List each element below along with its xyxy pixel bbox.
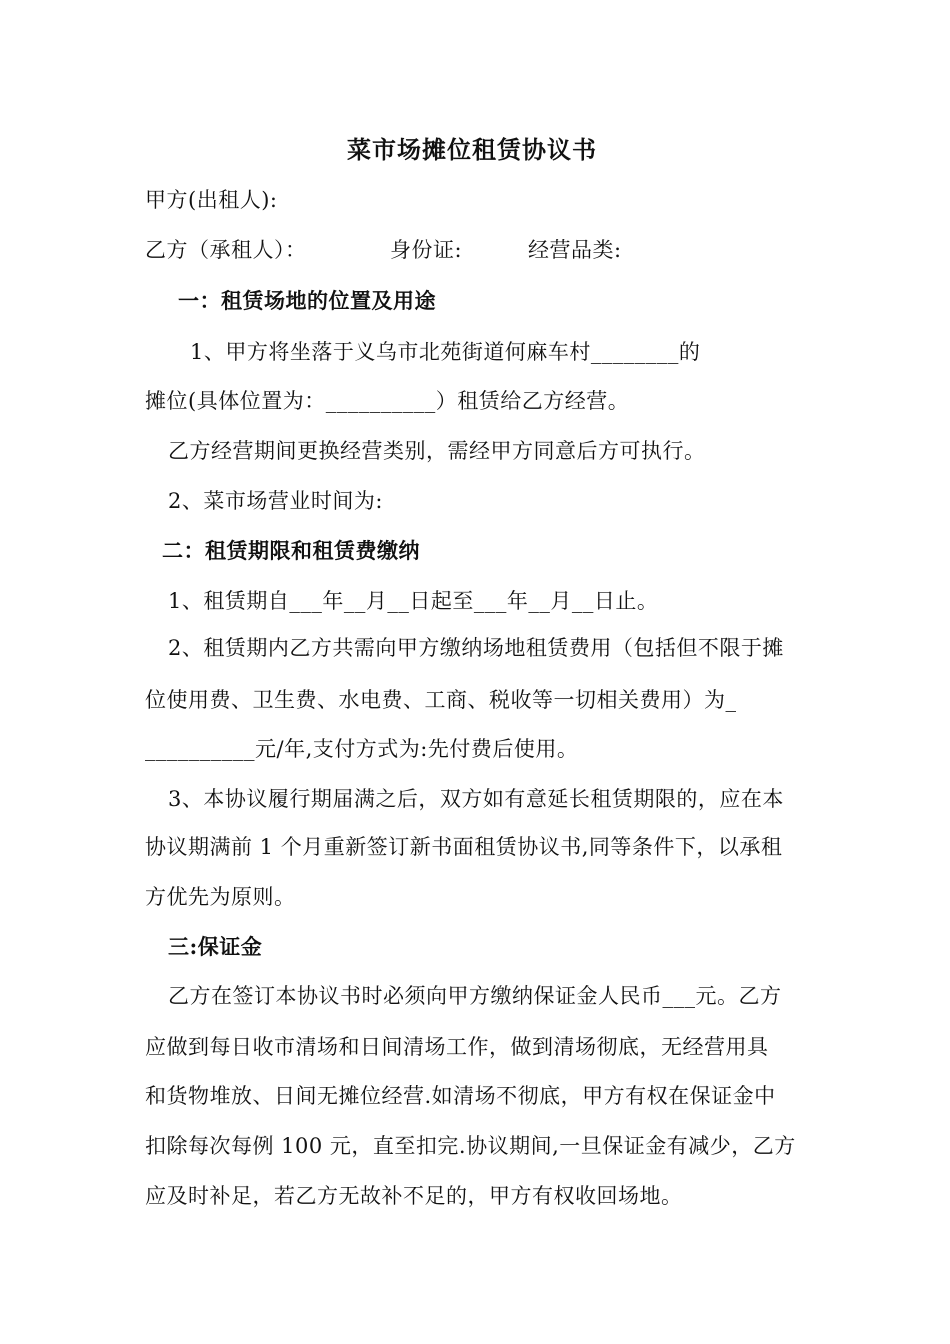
party-b-category-label: 经营品类: [528, 238, 622, 262]
section-1-line: 2、菜市场营业时间为: [168, 489, 383, 513]
party-b-label: 乙方（承租人）： [145, 238, 307, 262]
section-1-line: 1、甲方将坐落于义乌市北苑街道何麻车村________的 [190, 340, 701, 364]
section-2-line: __________元/年,支付方式为:先付费后使用。 [145, 737, 579, 761]
party-b-id-label: 身份证: [390, 238, 463, 262]
section-1-line: 乙方经营期间更换经营类别，需经甲方同意后方可执行。 [168, 439, 706, 463]
section-2-line: 方优先为原则。 [145, 885, 296, 909]
section-3-line: 和货物堆放、日间无摊位经营.如清场不彻底，甲方有权在保证金中 [145, 1084, 776, 1108]
section-3-line: 应做到每日收市清场和日间清场工作，做到清场彻底，无经营用具 [145, 1035, 769, 1059]
section-2-line: 1、租赁期自___年__月__日起至___年__月__日止。 [168, 589, 659, 613]
document-title: 菜市场摊位租赁协议书 [347, 135, 597, 164]
section-2-line: 位使用费、卫生费、水电费、工商、税收等一切相关费用）为_ [145, 688, 737, 712]
section-3-line: 应及时补足，若乙方无故补不足的，甲方有权收回场地。 [145, 1184, 683, 1208]
section-2-line: 协议期满前 1 个月重新签订新书面租赁协议书,同等条件下，以承租 [145, 835, 783, 859]
section-3-line: 乙方在签订本协议书时必须向甲方缴纳保证金人民币___元。乙方 [168, 984, 782, 1008]
section-2-line: 3、本协议履行期届满之后，双方如有意延长租赁期限的，应在本 [168, 787, 784, 811]
section-1-line: 摊位(具体位置为：__________）租赁给乙方经营。 [145, 389, 630, 413]
section-2-heading: 二：租赁期限和租赁费缴纳 [162, 538, 420, 563]
section-1-heading: 一：租赁场地的位置及用途 [178, 288, 436, 313]
section-2-line: 2、租赁期内乙方共需向甲方缴纳场地租赁费用（包括但不限于摊 [168, 636, 784, 660]
section-3-line: 扣除每次每例 100 元，直至扣完.协议期间,一旦保证金有减少，乙方 [145, 1134, 796, 1158]
party-a-label: 甲方(出租人): [145, 188, 278, 212]
section-3-heading: 三:保证金 [168, 934, 263, 959]
